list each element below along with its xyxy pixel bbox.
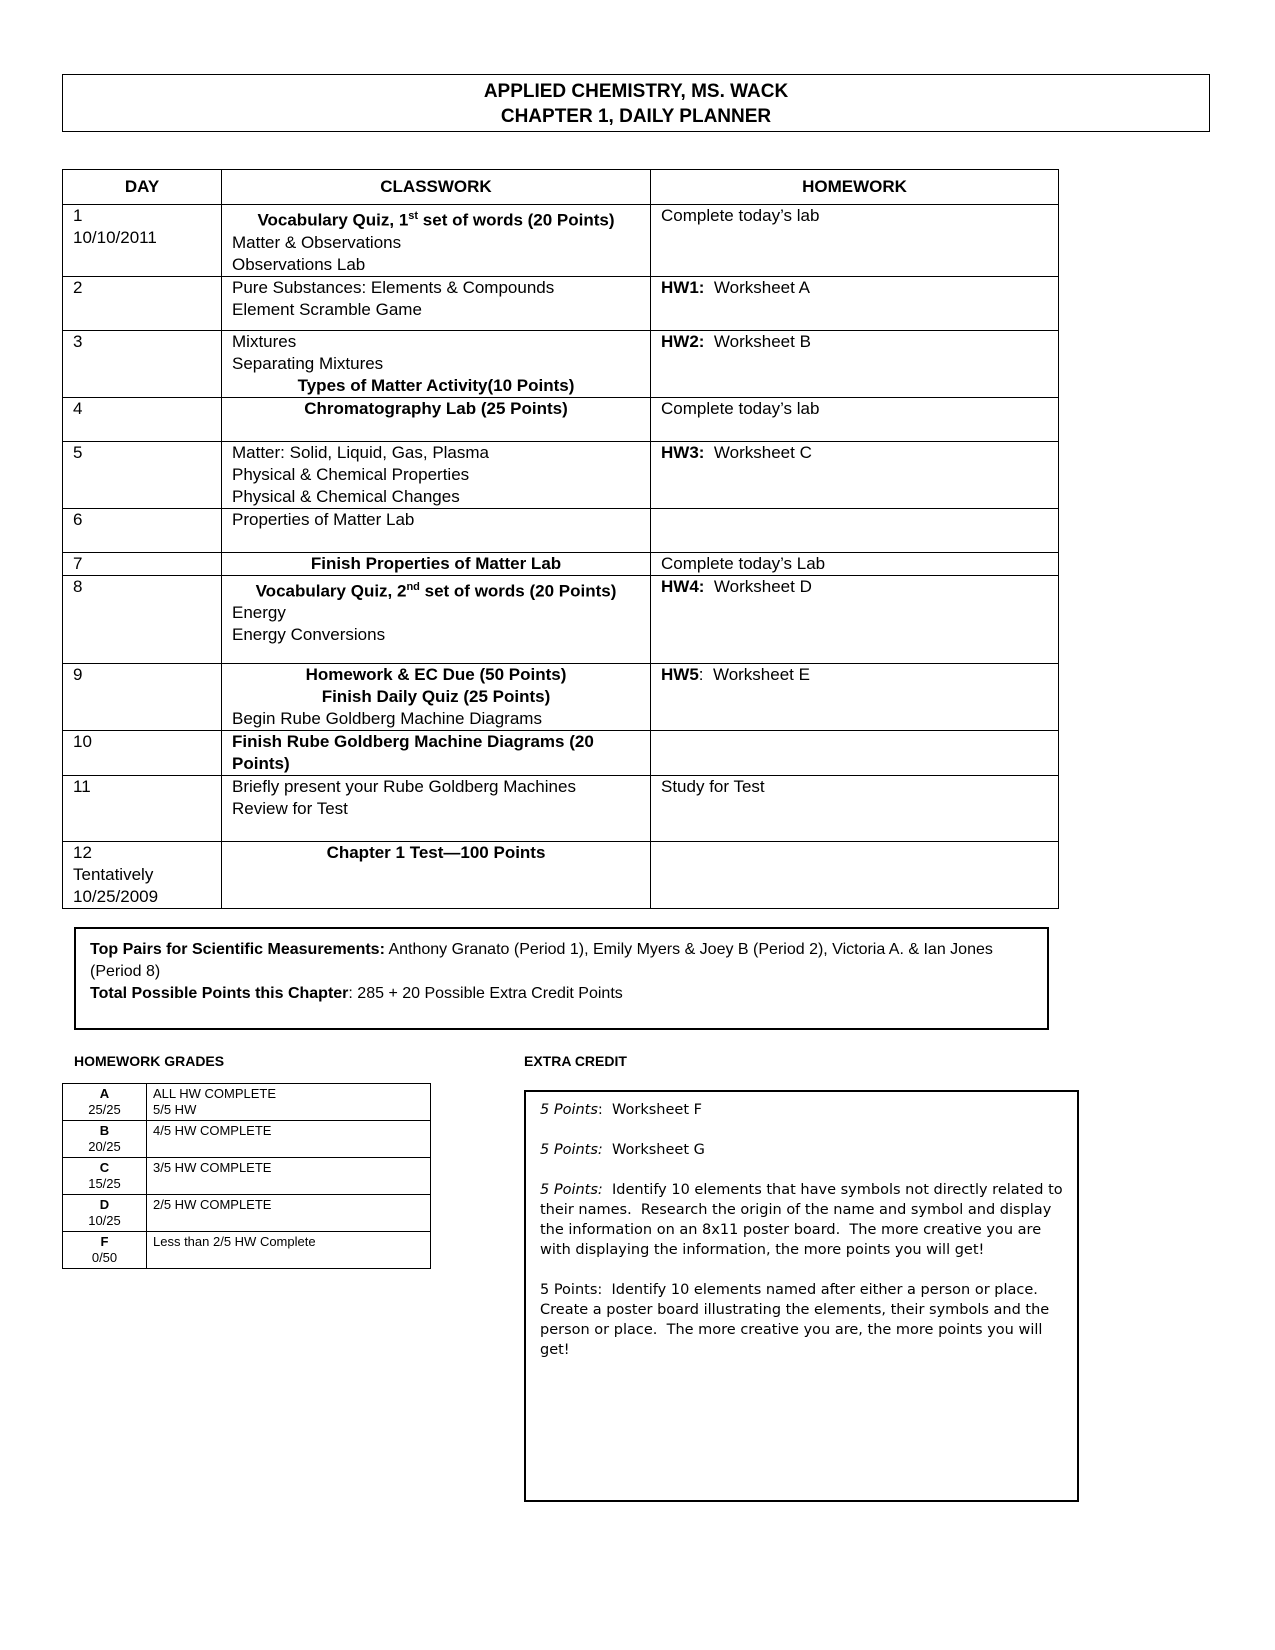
top-pairs-text: Anthony Granato (Period 1), Emily Myers & Joey B (Period 2), Victoria A. & Ian Jones (Period 8) <box>90 941 993 980</box>
classwork-cell <box>222 205 651 277</box>
classwork-line <box>232 553 640 575</box>
planner-row <box>63 841 1059 908</box>
chapter-info-box <box>74 927 1049 1030</box>
homework-line <box>661 331 1048 353</box>
homework-text: : Worksheet E <box>698 664 810 684</box>
extra-credit-text: Identify 10 elements named after either a person or place. Create a poster board illustrating the elements, their symbols and the person or place. The more creative you are, the more points you will get! <box>540 1282 1054 1358</box>
day-cell <box>63 330 222 397</box>
homework-label: HW5 <box>661 664 699 684</box>
homework-cell <box>651 397 1059 441</box>
day-text: 7 <box>73 553 83 573</box>
classwork-text: Mixtures <box>232 331 297 351</box>
homework-cell <box>651 205 1059 277</box>
classwork-line <box>232 731 640 775</box>
homework-grades-table <box>62 1083 431 1269</box>
homework-cell <box>651 508 1059 552</box>
homework-line <box>661 776 1048 798</box>
homework-text: Complete today’s lab <box>661 398 820 418</box>
grade-letter: C <box>99 1160 110 1175</box>
planner-row <box>63 205 1059 277</box>
day-cell <box>63 205 222 277</box>
grade-description: ALL HW COMPLETE <box>153 1086 277 1101</box>
extra-credit-box <box>524 1090 1079 1502</box>
homework-line <box>661 442 1048 464</box>
day-cell <box>63 508 222 552</box>
homework-label: HW4: <box>661 576 705 596</box>
column-header-homework: HOMEWORK <box>651 170 1059 205</box>
grade-description-cell <box>147 1195 431 1232</box>
chapter-title: CHAPTER 1, DAILY PLANNER <box>500 106 772 127</box>
day-cell <box>63 575 222 663</box>
classwork-line <box>232 708 640 730</box>
homework-text: Complete today’s Lab <box>661 553 826 573</box>
homework-text: Worksheet B <box>704 331 811 351</box>
classwork-text: Finish Rube Goldberg Machine Diagrams (20 Points) <box>232 731 594 773</box>
grade-score: 0/50 <box>91 1250 118 1265</box>
total-points <box>90 983 1033 1005</box>
classwork-line <box>232 398 640 420</box>
classwork-text: Properties of Matter Lab <box>232 509 415 529</box>
grade-description-cell <box>147 1232 431 1269</box>
day-text: 3 <box>73 331 83 351</box>
homework-label: HW2: <box>661 331 705 351</box>
grade-description-cell <box>147 1158 431 1195</box>
homework-cell <box>651 441 1059 508</box>
grade-cell <box>63 1158 147 1195</box>
classwork-line <box>232 464 640 486</box>
day-text: 11 <box>73 776 91 796</box>
extra-credit-points: 5 Points: <box>540 1282 603 1298</box>
grade-score: 20/25 <box>88 1139 121 1154</box>
classwork-line <box>232 277 640 299</box>
classwork-text: Finish Properties of Matter Lab <box>310 553 562 573</box>
grade-description-cell <box>147 1121 431 1158</box>
day-text: 12 <box>73 842 92 862</box>
day-cell <box>63 841 222 908</box>
planner-row <box>63 730 1059 775</box>
classwork-text: Vocabulary Quiz, 1 <box>257 210 409 230</box>
classwork-text: Homework & EC Due (50 Points) <box>305 664 567 684</box>
classwork-line <box>232 299 640 321</box>
classwork-line <box>232 602 640 624</box>
planner-body <box>63 205 1059 909</box>
day-text: 10 <box>73 731 92 751</box>
extra-credit-points: 5 Points <box>540 1102 598 1118</box>
extra-credit-item <box>540 1180 1068 1260</box>
day-text: 1 <box>73 206 83 225</box>
classwork-text: Physical & Chemical Changes <box>232 486 460 506</box>
classwork-line <box>232 842 640 864</box>
planner-row <box>63 552 1059 575</box>
homework-text: Worksheet D <box>704 576 812 596</box>
grade-cell <box>63 1232 147 1269</box>
classwork-line <box>232 205 640 232</box>
extra-credit-text: : Worksheet F <box>597 1102 702 1118</box>
classwork-text: Briefly present your Rube Goldberg Machines <box>232 776 576 796</box>
day-text: 6 <box>73 509 83 529</box>
day-cell <box>63 276 222 330</box>
grade-letter: D <box>99 1197 110 1212</box>
extra-credit-points: 5 Points: <box>540 1142 603 1158</box>
column-header-classwork: CLASSWORK <box>222 170 651 205</box>
day-cell <box>63 730 222 775</box>
homework-label: HW1: <box>661 277 705 297</box>
classwork-text: Element Scramble Game <box>232 299 422 319</box>
classwork-line <box>232 486 640 508</box>
day-cell <box>63 441 222 508</box>
homework-cell <box>651 276 1059 330</box>
classwork-text: Begin Rube Goldberg Machine Diagrams <box>232 708 542 728</box>
day-text: 2 <box>73 277 83 297</box>
classwork-text: Observations Lab <box>232 254 366 274</box>
classwork-text: Chromatography Lab (25 Points) <box>304 398 568 418</box>
classwork-line <box>232 576 640 603</box>
document-title-box <box>62 74 1210 132</box>
homework-cell <box>651 663 1059 730</box>
day-cell <box>63 663 222 730</box>
planner-header-row <box>63 170 1059 205</box>
classwork-line <box>232 375 640 397</box>
extra-credit-text: Worksheet G <box>602 1142 705 1158</box>
classwork-cell <box>222 276 651 330</box>
classwork-text: Review for Test <box>232 798 348 818</box>
planner-row <box>63 441 1059 508</box>
classwork-text: Chapter 1 Test—100 Points <box>326 842 546 862</box>
classwork-text: Matter: Solid, Liquid, Gas, Plasma <box>232 442 490 462</box>
grade-letter: B <box>99 1123 110 1138</box>
classwork-line <box>232 798 640 820</box>
classwork-line <box>232 232 640 254</box>
planner-row <box>63 508 1059 552</box>
classwork-text: Energy <box>232 603 286 623</box>
extra-credit-heading: EXTRA CREDIT <box>524 1053 627 1069</box>
classwork-line <box>232 254 640 276</box>
homework-line <box>661 398 1048 420</box>
homework-line <box>661 553 1048 575</box>
grades-body <box>63 1084 431 1269</box>
homework-cell <box>651 330 1059 397</box>
ordinal-suffix: st <box>408 210 419 222</box>
classwork-text: Pure Substances: Elements & Compounds <box>232 277 555 297</box>
grade-letter: F <box>100 1234 109 1249</box>
classwork-cell <box>222 730 651 775</box>
classwork-line <box>232 353 640 375</box>
classwork-cell <box>222 575 651 663</box>
homework-cell <box>651 552 1059 575</box>
classwork-text: Finish Daily Quiz (25 Points) <box>321 686 551 706</box>
classwork-text: Matter & Observations <box>232 232 402 252</box>
day-cell <box>63 397 222 441</box>
classwork-cell <box>222 397 651 441</box>
column-header-day: DAY <box>63 170 222 205</box>
classwork-line <box>232 664 640 686</box>
total-points-text: : 285 + 20 Possible Extra Credit Points <box>348 985 623 1002</box>
classwork-cell <box>222 330 651 397</box>
homework-line <box>661 576 1048 598</box>
homework-grades-heading: HOMEWORK GRADES <box>74 1053 225 1069</box>
classwork-text-rest: set of words (20 Points) <box>419 581 617 601</box>
top-pairs <box>90 939 1033 983</box>
classwork-text: Physical & Chemical Properties <box>232 464 470 484</box>
grade-letter: A <box>99 1086 110 1101</box>
daily-planner-table <box>62 169 1059 909</box>
classwork-line <box>232 776 640 798</box>
homework-text: Worksheet C <box>704 442 812 462</box>
day-text: Tentatively <box>73 864 154 884</box>
course-title: APPLIED CHEMISTRY, MS. WACK <box>483 81 789 102</box>
homework-line <box>661 205 1048 227</box>
homework-cell <box>651 775 1059 841</box>
grade-row <box>63 1121 431 1158</box>
classwork-cell <box>222 841 651 908</box>
planner-row <box>63 663 1059 730</box>
grade-cell <box>63 1121 147 1158</box>
extra-credit-item <box>540 1100 1063 1120</box>
extra-credit-points: 5 Points: <box>540 1182 603 1198</box>
homework-label: HW3: <box>661 442 705 462</box>
planner-row <box>63 276 1059 330</box>
grade-row <box>63 1158 431 1195</box>
homework-line <box>661 664 1048 686</box>
grade-description: 2/5 HW COMPLETE <box>153 1197 272 1212</box>
day-text: 4 <box>73 398 83 418</box>
classwork-line <box>232 331 640 353</box>
classwork-cell <box>222 552 651 575</box>
homework-text: Complete today’s lab <box>661 206 820 225</box>
extra-credit-item <box>540 1280 1063 1360</box>
extra-credit-text: Identify 10 elements that have symbols not directly related to their names. Research the origin of the name and symbol and display the information on an 8x11 poster board. The more creative you are with displaying the information, the more points you will get! <box>540 1182 1068 1258</box>
grade-description: 5/5 HW <box>153 1102 197 1117</box>
homework-line <box>661 277 1048 299</box>
classwork-line <box>232 509 640 531</box>
classwork-cell <box>222 663 651 730</box>
day-text: 5 <box>73 442 83 462</box>
homework-text: Worksheet A <box>704 277 810 297</box>
grade-row <box>63 1195 431 1232</box>
day-text: 8 <box>73 576 83 596</box>
classwork-cell <box>222 508 651 552</box>
day-cell <box>63 552 222 575</box>
day-cell <box>63 775 222 841</box>
grade-score: 10/25 <box>88 1213 121 1228</box>
planner-row <box>63 330 1059 397</box>
grade-cell <box>63 1084 147 1121</box>
classwork-text-rest: set of words (20 Points) <box>418 210 615 230</box>
homework-cell <box>651 575 1059 663</box>
classwork-text: Vocabulary Quiz, 2 <box>255 581 407 601</box>
classwork-line <box>232 624 640 646</box>
ordinal-suffix: nd <box>406 580 420 593</box>
grade-description-cell <box>147 1084 431 1121</box>
homework-cell <box>651 730 1059 775</box>
total-points-label: Total Possible Points this Chapter <box>90 985 349 1002</box>
classwork-text: Separating Mixtures <box>232 353 384 373</box>
planner-row <box>63 775 1059 841</box>
planner-row <box>63 397 1059 441</box>
grade-description: Less than 2/5 HW Complete <box>153 1234 316 1249</box>
grade-row <box>63 1084 431 1121</box>
day-text: 10/10/2011 <box>73 228 157 247</box>
grade-score: 25/25 <box>88 1102 121 1117</box>
grade-description: 4/5 HW COMPLETE <box>153 1123 272 1138</box>
homework-text: Study for Test <box>661 776 765 796</box>
grade-description: 3/5 HW COMPLETE <box>153 1160 272 1175</box>
day-text: 10/25/2009 <box>73 886 159 906</box>
classwork-text: Energy Conversions <box>232 625 386 645</box>
day-text: 9 <box>73 664 83 684</box>
grade-cell <box>63 1195 147 1232</box>
classwork-line <box>232 442 640 464</box>
classwork-cell <box>222 441 651 508</box>
homework-cell <box>651 841 1059 908</box>
grade-score: 15/25 <box>88 1176 121 1191</box>
classwork-cell <box>222 775 651 841</box>
top-pairs-label: Top Pairs for Scientific Measurements: <box>90 941 385 958</box>
extra-credit-item <box>540 1140 1063 1160</box>
grade-row <box>63 1232 431 1269</box>
classwork-text: Types of Matter Activity(10 Points) <box>297 375 575 395</box>
planner-row <box>63 575 1059 663</box>
classwork-line <box>232 686 640 708</box>
